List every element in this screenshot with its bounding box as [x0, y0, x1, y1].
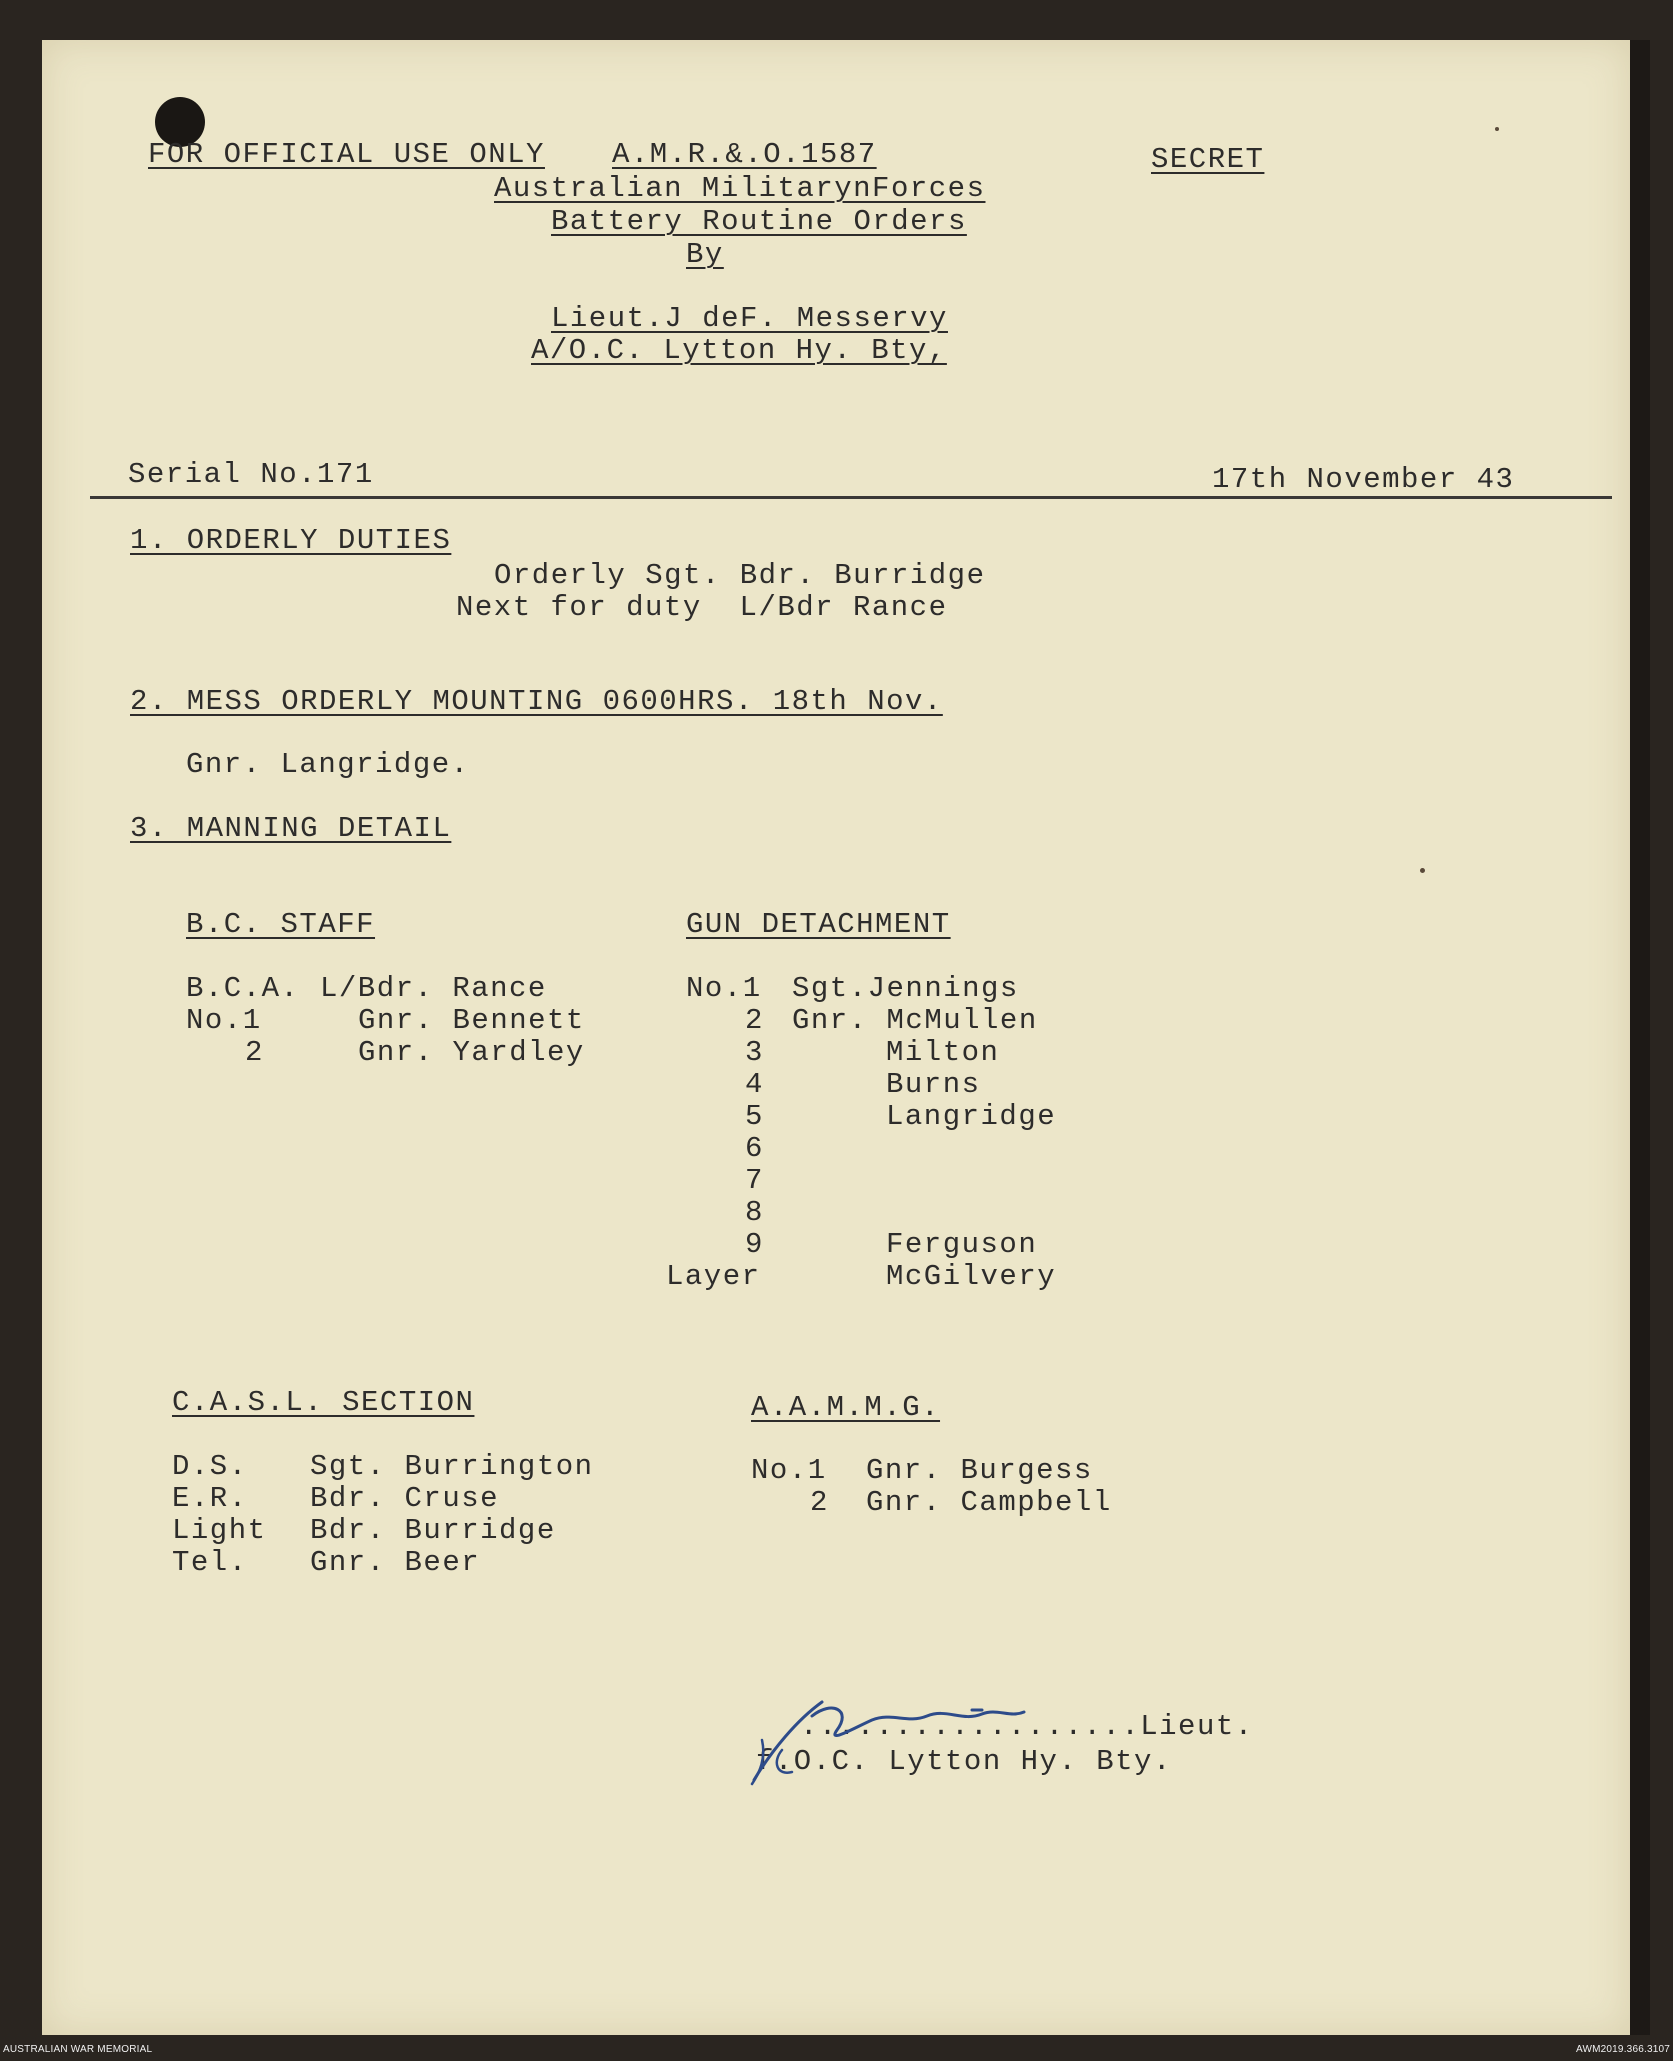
gun-detachment-name: Gnr. McMullen: [792, 1004, 1038, 1037]
casl-name: Gnr. Beer: [310, 1546, 481, 1579]
gun-detachment-name: Langridge: [886, 1100, 1057, 1133]
gun-detachment-number: 8: [745, 1196, 764, 1229]
page-edge: [1630, 40, 1650, 2035]
gun-detachment-number: 6: [745, 1132, 764, 1165]
signature-stroke: [752, 1740, 792, 1784]
bc-staff-name: L/Bdr. Rance: [320, 972, 547, 1005]
casl-name: Bdr. Burridge: [310, 1514, 556, 1547]
bc-staff-role: 2: [245, 1036, 264, 1069]
gun-detachment-name: Milton: [886, 1036, 1000, 1069]
bc-staff-role: B.C.A.: [186, 972, 300, 1005]
casl-role: E.R.: [172, 1482, 248, 1515]
officer-name: Lieut.J deF. Messervy: [551, 302, 948, 335]
aammg-number: 2: [810, 1486, 829, 1519]
gun-detachment-number: 5: [745, 1100, 764, 1133]
reference-number: A.M.R.&.O.1587: [612, 138, 877, 171]
officer-appointment: A/O.C. Lytton Hy. Bty,: [531, 334, 947, 367]
orders-title: Battery Routine Orders: [551, 205, 967, 238]
gun-detachment-name: Sgt.Jennings: [792, 972, 1019, 1005]
casl-role: Light: [172, 1514, 267, 1547]
bc-staff-name: Gnr. Yardley: [358, 1036, 585, 1069]
archive-footer-left: AUSTRALIAN WAR MEMORIAL: [3, 2044, 153, 2055]
gun-detachment-name: McGilvery: [886, 1260, 1057, 1293]
handwritten-signature: [742, 1680, 1102, 1790]
section-orderly-duties-title: 1. ORDERLY DUTIES: [130, 524, 452, 557]
order-date: 17th November 43: [1212, 463, 1515, 496]
paper-speck: [1420, 868, 1425, 873]
bc-staff-heading: B.C. STAFF: [186, 908, 376, 941]
secret-label: SECRET: [1151, 143, 1265, 176]
gun-detachment-name: Ferguson: [886, 1228, 1038, 1261]
mess-orderly-name: Gnr. Langridge.: [186, 748, 470, 781]
signature-office: f.O.C. Lytton Hy. Bty.: [756, 1745, 1172, 1778]
casl-section-heading: C.A.S.L. SECTION: [172, 1386, 475, 1419]
casl-name: Sgt. Burrington: [310, 1450, 594, 1483]
gun-detachment-number: Layer: [666, 1260, 761, 1293]
section-manning-detail-title: 3. MANNING DETAIL: [130, 812, 452, 845]
gun-detachment-number: 9: [745, 1228, 764, 1261]
aammg-name: Gnr. Campbell: [866, 1486, 1112, 1519]
archive-footer-right: AWM2019.366.3107: [1575, 2044, 1670, 2055]
gun-detachment-number: 7: [745, 1164, 764, 1197]
orderly-sergeant-line: Orderly Sgt. Bdr. Burridge: [494, 559, 986, 592]
by-label: By: [686, 238, 724, 271]
next-for-duty-line: Next for duty L/Bdr Rance: [456, 591, 948, 624]
casl-role: D.S.: [172, 1450, 248, 1483]
gun-detachment-number: 3: [745, 1036, 764, 1069]
serial-rule: [90, 496, 1612, 499]
signature-rank-line: ..................Lieut.: [800, 1710, 1254, 1743]
aammg-heading: A.A.M.M.G.: [751, 1391, 941, 1424]
bc-staff-role: No.1: [186, 1004, 262, 1037]
gun-detachment-number: No.1: [686, 972, 762, 1005]
paper-speck: [1495, 127, 1499, 131]
casl-role: Tel.: [172, 1546, 248, 1579]
gun-detachment-heading: GUN DETACHMENT: [686, 908, 951, 941]
aammg-number: No.1: [751, 1454, 827, 1487]
gun-detachment-number: 4: [745, 1068, 764, 1101]
gun-detachment-number: 2: [745, 1004, 764, 1037]
section-mess-orderly-title: 2. MESS ORDERLY MOUNTING 0600HRS. 18th Nov.: [130, 685, 943, 718]
serial-number: Serial No.171: [128, 458, 374, 491]
signature-stroke: [754, 1702, 1024, 1780]
aammg-name: Gnr. Burgess: [866, 1454, 1093, 1487]
forces-title: Australian MilitarynForces: [494, 172, 986, 205]
bc-staff-name: Gnr. Bennett: [358, 1004, 585, 1037]
casl-name: Bdr. Cruse: [310, 1482, 500, 1515]
official-use-label: FOR OFFICIAL USE ONLY: [148, 138, 545, 171]
gun-detachment-name: Burns: [886, 1068, 981, 1101]
